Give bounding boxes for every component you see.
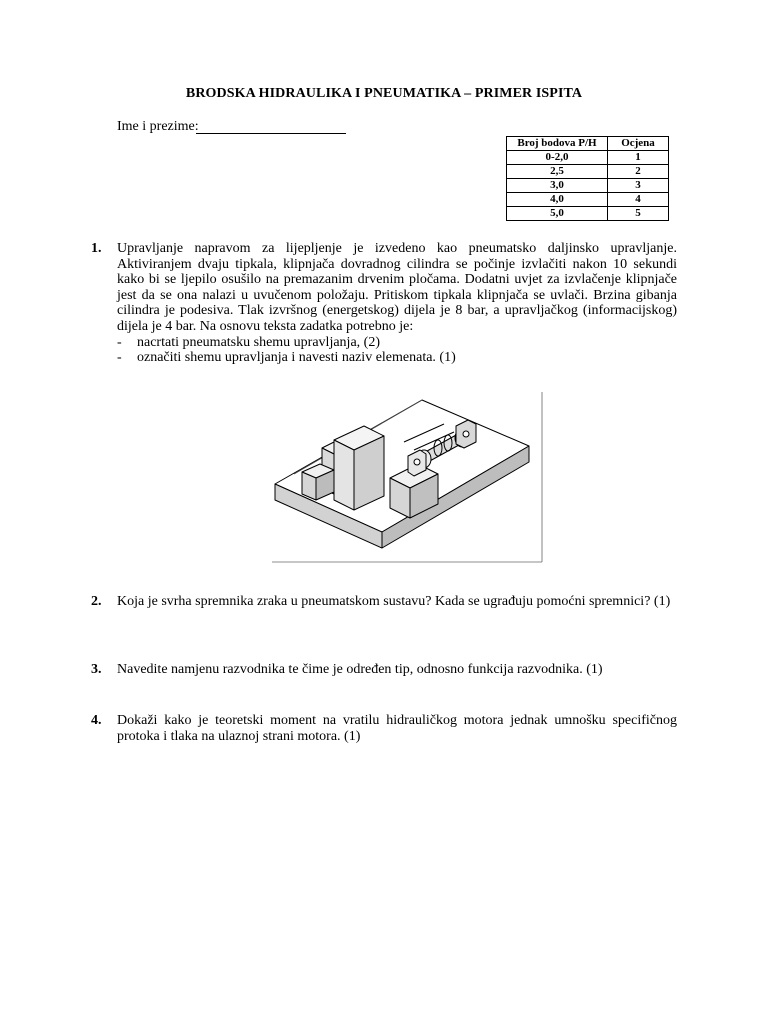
question-text: Navedite namjenu razvodnika te čime je određen tip, odnosno funkcija razvodnika. (1) [117, 662, 603, 677]
points-cell: 4,0 [507, 193, 608, 207]
points-cell: 0-2,0 [507, 151, 608, 165]
grade-cell: 3 [608, 179, 669, 193]
gluing-device-figure [272, 392, 544, 564]
grade-cell: 4 [608, 193, 669, 207]
question-number: 1. [91, 241, 102, 256]
table-row [507, 179, 669, 193]
table-row [507, 151, 669, 165]
table-row [507, 165, 669, 179]
question-2 [91, 594, 677, 610]
list-item: - označiti shemu upravljanja i navesti naziv elemenata. (1) [117, 350, 456, 366]
question-number: 3. [91, 662, 102, 677]
grade-table-header [507, 137, 669, 151]
table-row [507, 207, 669, 221]
table-row [507, 193, 669, 207]
task-text: označiti shemu upravljanja i navesti naziv elemenata. (1) [137, 350, 456, 366]
name-input-line[interactable] [196, 133, 346, 134]
question-text: Koja je svrha spremnika zraka u pneumatskom sustavu? Kada se ugrađuju pomoćni spremnici? (1) [117, 594, 671, 609]
gluing-device-drawing [272, 392, 544, 564]
header-grade: Ocjena [608, 137, 669, 151]
points-cell: 3,0 [507, 179, 608, 193]
question-text: Upravljanje napravom za lijepljenje je izvedeno kao pneumatsko daljinsko upravljanje. Aktiviranjem dvaju tipkala, klipnjača dovradnog cilindra se počinje izvlačiti nakon 10 sekundi kako bi se ljepilo osušilo na premazanim drvenim pločama. Dodatni uvjet za izvlačenje klipnjače jest da se ona nalazi u uvučenom položaju. Pritiskom tipkala klipnjača se uvlači. Brzina gibanja cilindra je podesiva. Tlak izvršnog (energetskog) dijela je 8 bar, a upravljačkog (informacijskog) dijela je 4 bar. Na osnovu teksta zadatka potrebno je: [117, 241, 677, 334]
name-label: Ime i prezime: [117, 119, 199, 134]
question-number: 2. [91, 594, 102, 609]
page-title: BRODSKA HIDRAULIKA I PNEUMATIKA – PRIMER ISPITA [185, 86, 583, 101]
question-number: 4. [91, 713, 102, 728]
grade-cell: 2 [608, 165, 669, 179]
task-text: nacrtati pneumatsku shemu upravljanja, (2) [137, 334, 380, 350]
header-points: Broj bodova P/H [507, 137, 608, 151]
grade-cell: 1 [608, 151, 669, 165]
grade-table [506, 136, 669, 221]
question-3 [91, 662, 677, 678]
task-list [117, 335, 677, 366]
grade-cell: 5 [608, 207, 669, 221]
question-4 [91, 713, 677, 744]
points-cell: 5,0 [507, 207, 608, 221]
list-item: - nacrtati pneumatsku shemu upravljanja, (2) [117, 334, 380, 350]
question-text: Dokaži kako je teoretski moment na vratilu hidrauličkog motora jednak umnošku specifičnog protoka i tlaka na ulaznoj strani motora. (1) [117, 713, 677, 744]
points-cell: 2,5 [507, 165, 608, 179]
question-1 [91, 241, 677, 366]
